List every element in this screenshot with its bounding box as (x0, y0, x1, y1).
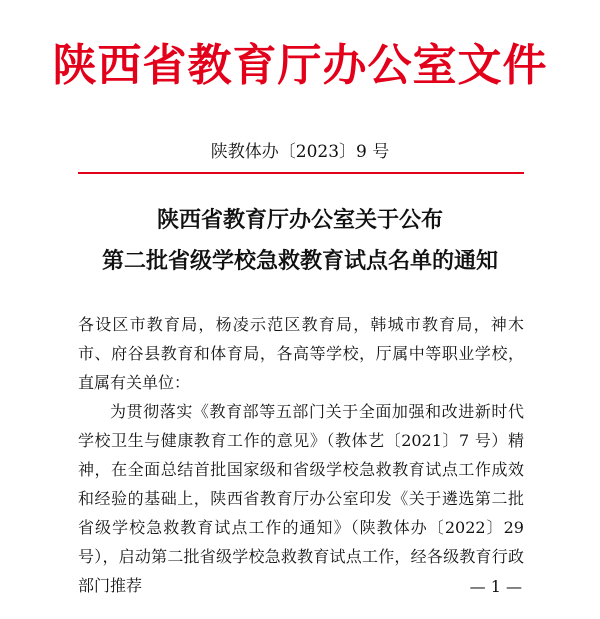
page-number: — 1 — (469, 577, 522, 596)
notice-title-line-1: 陕西省教育厅办公室关于公布 (156, 207, 443, 233)
document-header-title: 陕西省教育厅办公室文件 (52, 40, 548, 91)
red-divider (78, 172, 524, 174)
document-number: 陕教体办〔2023〕9 号 (210, 142, 390, 162)
notice-title-line-2: 第二批省级学校急救教育试点名单的通知 (101, 248, 498, 274)
body-paragraph: 为贯彻落实《教育部等五部门关于全面加强和改进新时代学校卫生与健康教育工作的意见》（教体艺〔2021〕7 号）精神，在全面总结首批国家级和省级学校急救教育试点工作成效和经验的基础上，陕西省教育厅办公室印发《关于遴选第二批省级学校急救教育试点工作的通知》（陕教体办〔2022〕29 号），启动第二批省级学校急救教育试点工作，经各级教育行政部门推荐 (78, 402, 524, 595)
addressee-paragraph: 各设区市教育局，杨凌示范区教育局，韩城市教育局，神木市、府谷县教育和体育局，各高等学校，厅属中等职业学校，直属有关单位： (78, 315, 524, 392)
